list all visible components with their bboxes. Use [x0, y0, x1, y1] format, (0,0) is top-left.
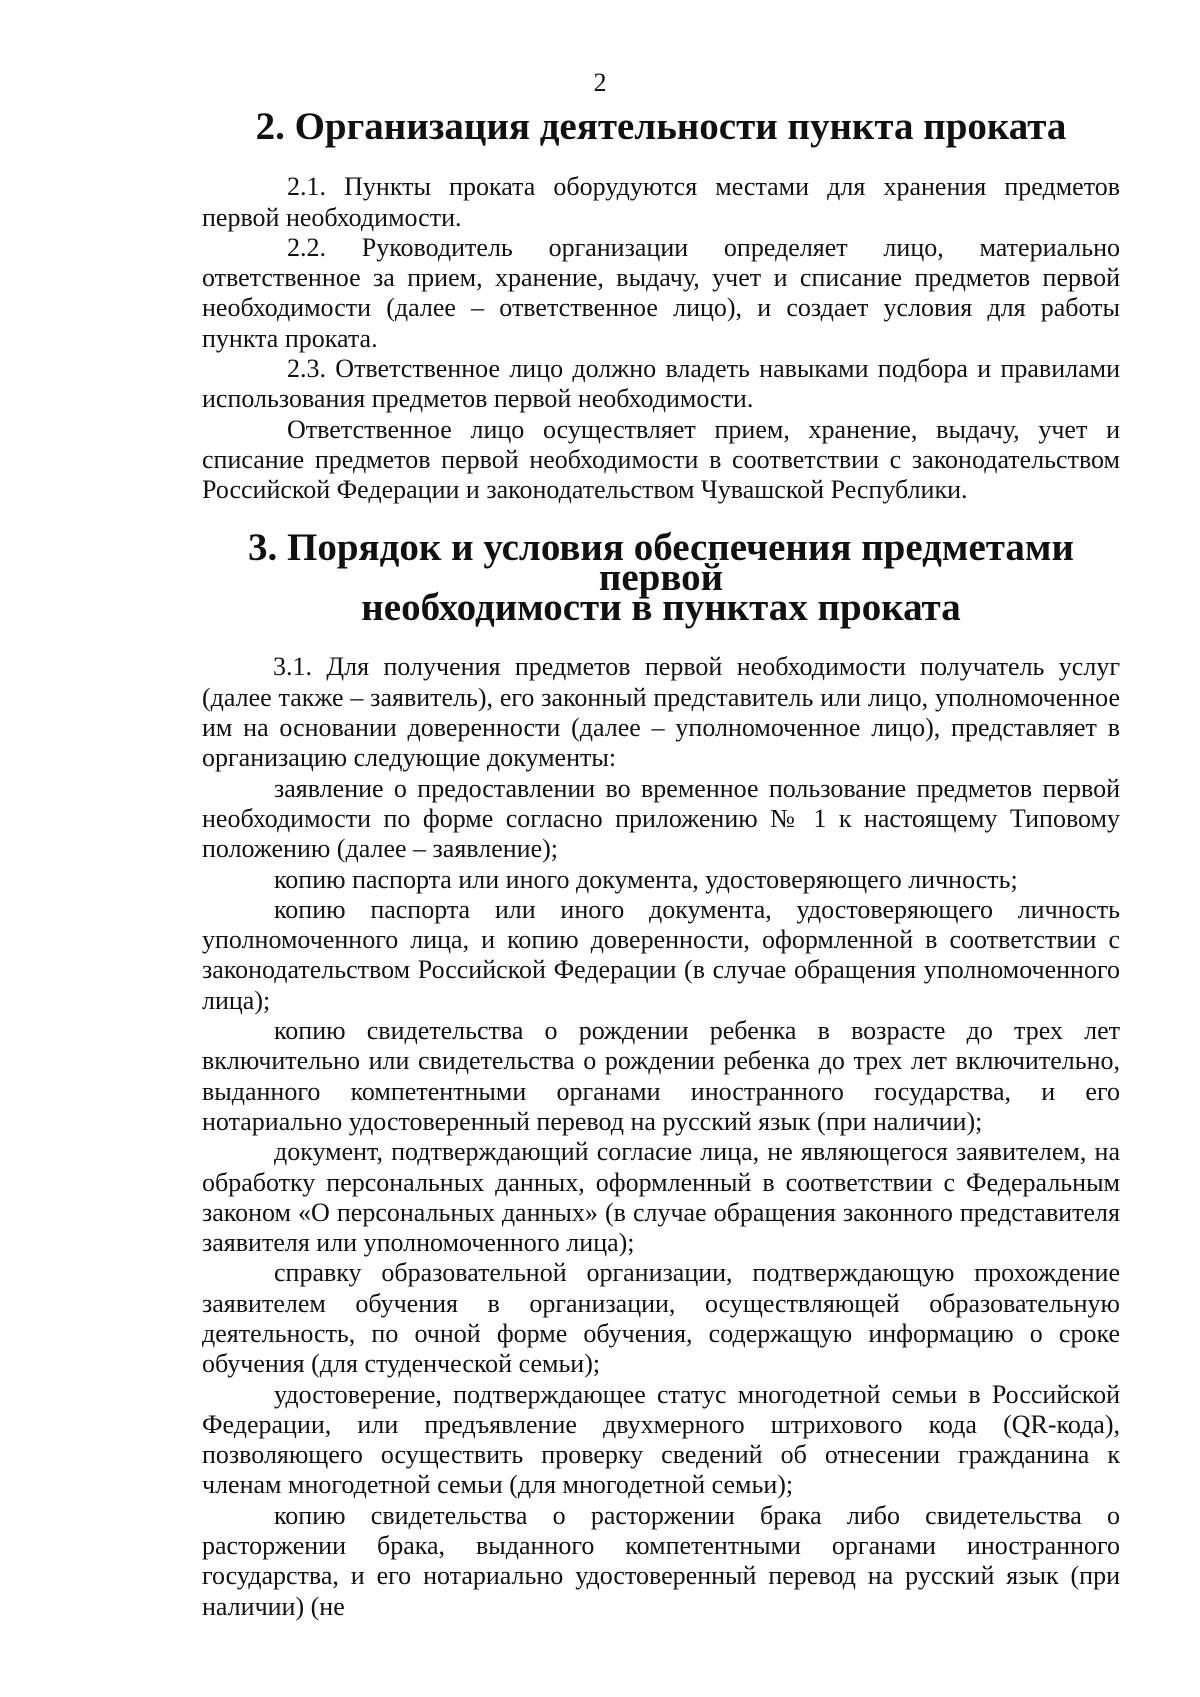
- paragraph-2-2: 2.2. Руководитель организации определяет лицо, материально ответственное за прием, хранение, выдачу, учет и списание предметов первой необходимости (далее – ответственное лицо), и создает условия для работы пункта проката.: [202, 232, 1120, 353]
- section-3-heading: [202, 525, 1120, 630]
- paragraph-2-3: 2.3. Ответственное лицо должно владеть навыками подбора и правилами использования предметов первой необходимости.: [202, 354, 1120, 414]
- document-list-item: копию паспорта или иного документа, удостоверяющего личность;: [274, 864, 1018, 894]
- document-list-item: заявление о предоставлении во временное пользование предметов первой необходимости по форме согласно приложению № 1 к настоящему Типовому положению (далее – заявление);: [202, 773, 1120, 864]
- document-body: [202, 105, 1120, 1622]
- paragraph-2-1: 2.1. Пункты проката оборудуются местами для хранения предметов первой необходимости.: [202, 172, 1120, 232]
- document-list-item: копию паспорта или иного документа, удостоверяющего личность уполномоченного лица, и копию доверенности, оформленной в соответствии с законодательством Российской Федерации (в случае обращения уполномоченного лица);: [202, 894, 1120, 1015]
- paragraph-3-1: 3.1. Для получения предметов первой необходимости получатель услуг (далее также – заявитель), его законный представитель или лицо, уполномоченное им на основании доверенности (далее – уполномоченное лицо), представляет в организацию следующие документы:: [202, 652, 1120, 773]
- paragraph-2-3-continued: Ответственное лицо осуществляет прием, хранение, выдачу, учет и списание предметов первой необходимости в соответствии с законодательством Российской Федерации и законодательством Чувашской Республики.: [202, 414, 1120, 505]
- section-3-heading-line-1: 3. Порядок и условия обеспечения предметами первой: [248, 525, 1074, 599]
- page-number: 2: [593, 68, 607, 97]
- document-list-item: копию свидетельства о расторжении брака либо свидетельства о расторжении брака, выданного компетентными органами иностранного государства, и его нотариально удостоверенный перевод на русский язык (при наличии) (не: [202, 1500, 1120, 1621]
- document-list-item: справку образовательной организации, подтверждающую прохождение заявителем обучения в организации, осуществляющей образовательную деятельность, по очной форме обучения, содержащую информацию о сроке обучения (для студенческой семьи);: [202, 1258, 1120, 1379]
- document-list-item: документ, подтверждающий согласие лица, не являющегося заявителем, на обработку персональных данных, оформленный в соответствии с Федеральным законом «О персональных данных» (в случае обращения законного представителя заявителя или уполномоченного лица);: [202, 1137, 1120, 1258]
- section-2-heading: 2. Организация деятельности пункта проката: [255, 105, 1067, 148]
- document-list-item: удостоверение, подтверждающее статус многодетной семьи в Российской Федерации, или предъявление двухмерного штрихового кода (QR-кода), позволяющего осуществить проверку сведений об отнесении гражданина к членам многодетной семьи (для многодетной семьи);: [202, 1379, 1120, 1500]
- section-3-heading-line-2: необходимости в пунктах проката: [361, 586, 961, 630]
- document-list-item: копию свидетельства о рождении ребенка в возрасте до трех лет включительно или свидетельства о рождении ребенка до трех лет включительно, выданного компетентными органами иностранного государства, и его нотариально удостоверенный перевод на русский язык (при наличии);: [202, 1016, 1120, 1136]
